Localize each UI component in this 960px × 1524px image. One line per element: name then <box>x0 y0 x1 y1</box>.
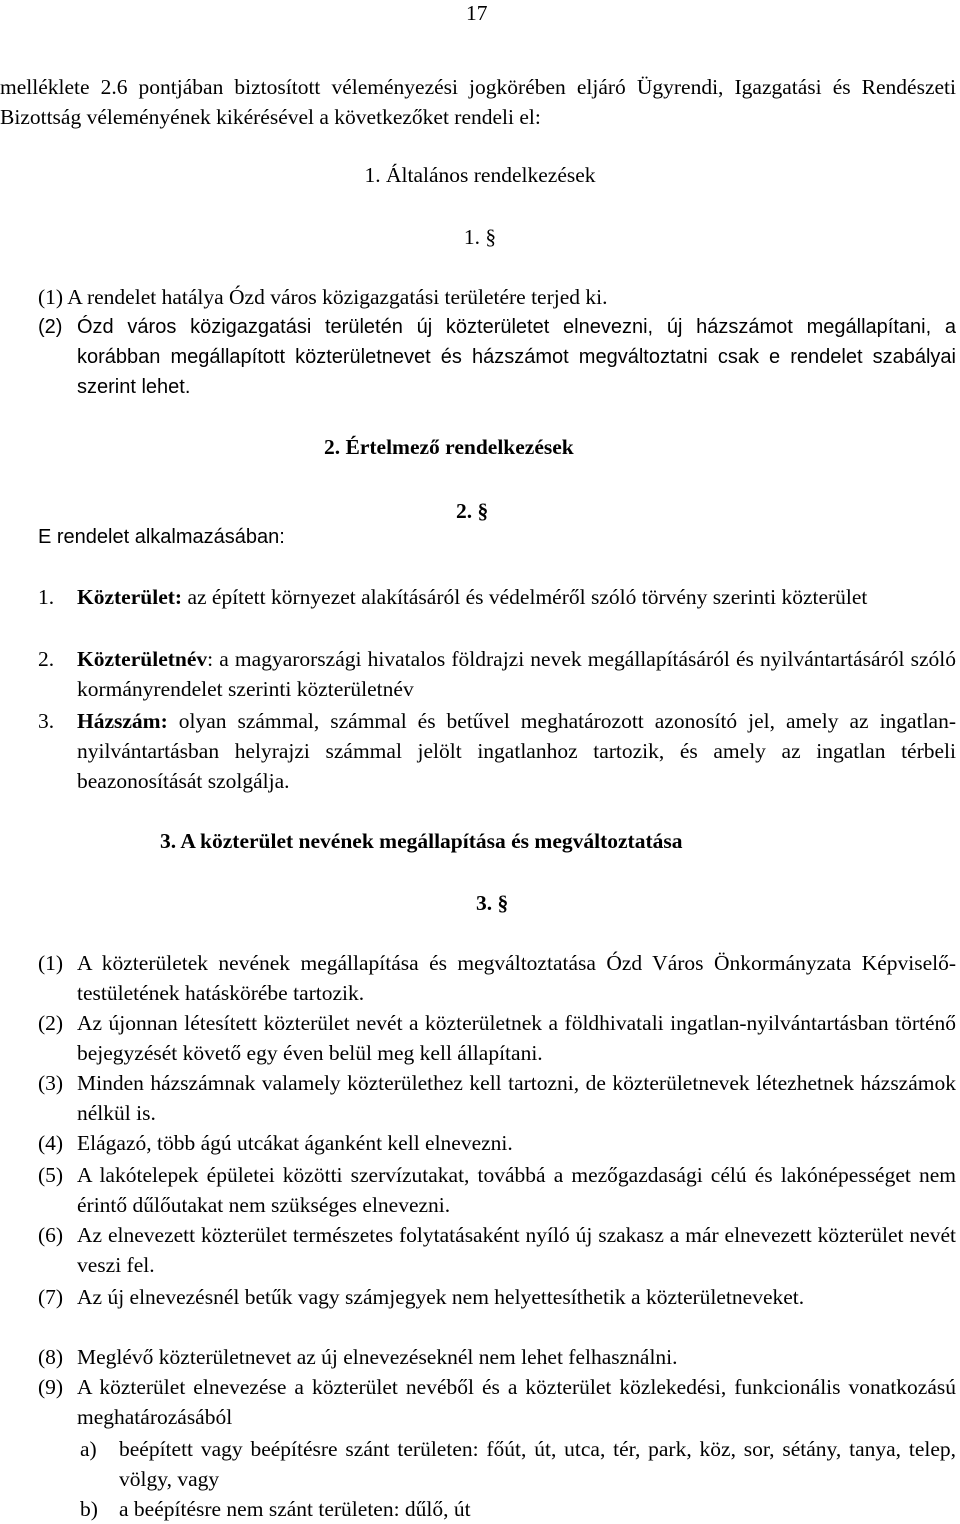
section-3-para-5 <box>38 1160 956 1220</box>
subpoint-label: a) <box>80 1437 97 1461</box>
section-3-para-3 <box>38 1068 956 1128</box>
definition-3 <box>38 706 956 796</box>
def-body: olyan számmal, számmal és betűvel meghatározott azonosító jel, amely az ingatlan-nyilvántartásban helyrajzi számmal jelölt ingatlanhoz tartozik, és amely az ingatlan térbeli beazonosítását szolgálja. <box>77 709 956 793</box>
page-number: 17 <box>466 1 488 25</box>
para-number: (1) <box>38 951 64 975</box>
section-1-para-1: (1) A rendelet hatálya Ózd város közigazgatási területére terjed ki. <box>38 285 608 309</box>
def-text <box>77 644 956 704</box>
section-1-para-2 <box>38 312 956 402</box>
def-term: Közterület: <box>77 585 183 609</box>
para-text: Meglévő közterületnevet az új elnevezéseknél nem lehet felhasználni. <box>77 1345 678 1369</box>
para-number: (8) <box>38 1345 64 1369</box>
section-3-para-6 <box>38 1220 956 1280</box>
para-number: (2) <box>38 316 63 338</box>
chapter-3-title: 3. A közterület nevének megállapítása és megváltoztatása <box>160 829 683 853</box>
def-term: Közterületnév <box>77 647 208 671</box>
section-3-para-2 <box>38 1008 956 1068</box>
subpoint-label: b) <box>80 1497 98 1521</box>
chapter-1-title: 1. Általános rendelkezések <box>364 163 596 187</box>
def-number: 2. <box>38 647 55 671</box>
section-3-para-8 <box>38 1342 956 1372</box>
para-text: A lakótelepek épületei közötti szervízutakat, továbbá a mezőgazdasági célú és lakónépességet nem érintő dűlőutakat nem szükséges elnevezni. <box>77 1163 956 1217</box>
subpoint-b <box>80 1494 956 1524</box>
para-text: Elágazó, több ágú utcákat áganként kell elnevezni. <box>77 1131 513 1155</box>
definition-2 <box>38 644 956 704</box>
subpoint-a <box>80 1434 956 1494</box>
section-2-heading: 2. § <box>456 499 489 523</box>
para-text: Az újonnan létesített közterület nevét a közterületnek a földhivatali ingatlan-nyilvántartásban történő bejegyzését követő egy éven belül meg kell állapítani. <box>77 1011 956 1065</box>
section-3-para-4 <box>38 1128 956 1158</box>
def-body: : a magyarországi hivatalos földrajzi nevek megállapításáról és nyilvántartásáról szóló kormányrendelet szerinti közterületnév <box>77 647 956 701</box>
definition-1 <box>38 582 956 612</box>
def-term: Házszám: <box>77 709 168 733</box>
para-number: (9) <box>38 1375 64 1399</box>
subpoint-text: beépített vagy beépítésre szánt területen: főút, út, utca, tér, park, köz, sor, sétány, tanya, telep, völgy, vagy <box>119 1437 956 1491</box>
para-text: Ózd város közigazgatási területén új közterületet elnevezni, új házszámot megállapítani, a korábban megállapított közterületnevet és házszámot megváltoztatni csak e rendelet szabályai szerint lehet. <box>77 316 956 398</box>
def-text <box>77 706 956 796</box>
para-number: (6) <box>38 1223 64 1247</box>
para-text: Az elnevezett közterület természetes folytatásaként nyíló új szakasz a már elnevezett közterület nevét veszi fel. <box>77 1223 956 1277</box>
def-body: az épített környezet alakításáról és védelméről szóló törvény szerinti közterület <box>182 585 868 609</box>
section-3-heading: 3. § <box>476 891 509 915</box>
subpoint-text: a beépítésre nem szánt területen: dűlő, út <box>119 1497 471 1521</box>
para-number: (5) <box>38 1163 64 1187</box>
def-number: 1. <box>38 585 55 609</box>
intro-paragraph: melléklete 2.6 pontjában biztosított véleményezési jogkörében eljáró Ügyrendi, Igazgatási és Rendészeti Bizottság véleményének kikérésével a következőket rendeli el: <box>0 75 956 129</box>
section-2-lead: E rendelet alkalmazásában: <box>38 526 285 548</box>
chapter-2-title: 2. Értelmező rendelkezések <box>324 435 574 459</box>
para-number: (2) <box>38 1011 64 1035</box>
section-3-para-7 <box>38 1282 956 1312</box>
section-1-heading: 1. § <box>463 225 497 249</box>
para-text: Az új elnevezésnél betűk vagy számjegyek nem helyettesíthetik a közterületneveket. <box>77 1285 805 1309</box>
para-text: A közterület elnevezése a közterület nevéből és a közterület közlekedési, funkcionális vonatkozású meghatározásából <box>77 1375 956 1429</box>
para-text: Minden házszámnak valamely közterülethez kell tartozni, de közterületnevek létezhetnek házszámok nélkül is. <box>77 1071 956 1125</box>
def-number: 3. <box>38 709 55 733</box>
para-number: (3) <box>38 1071 64 1095</box>
para-text: A közterületek nevének megállapítása és megváltoztatása Ózd Város Önkormányzata Képviselő-testületének hatáskörébe tartozik. <box>77 951 956 1005</box>
def-text <box>77 582 956 612</box>
section-3-para-1 <box>38 948 956 1008</box>
section-3-para-9 <box>38 1372 956 1432</box>
para-number: (7) <box>38 1285 64 1309</box>
para-number: (4) <box>38 1131 64 1155</box>
